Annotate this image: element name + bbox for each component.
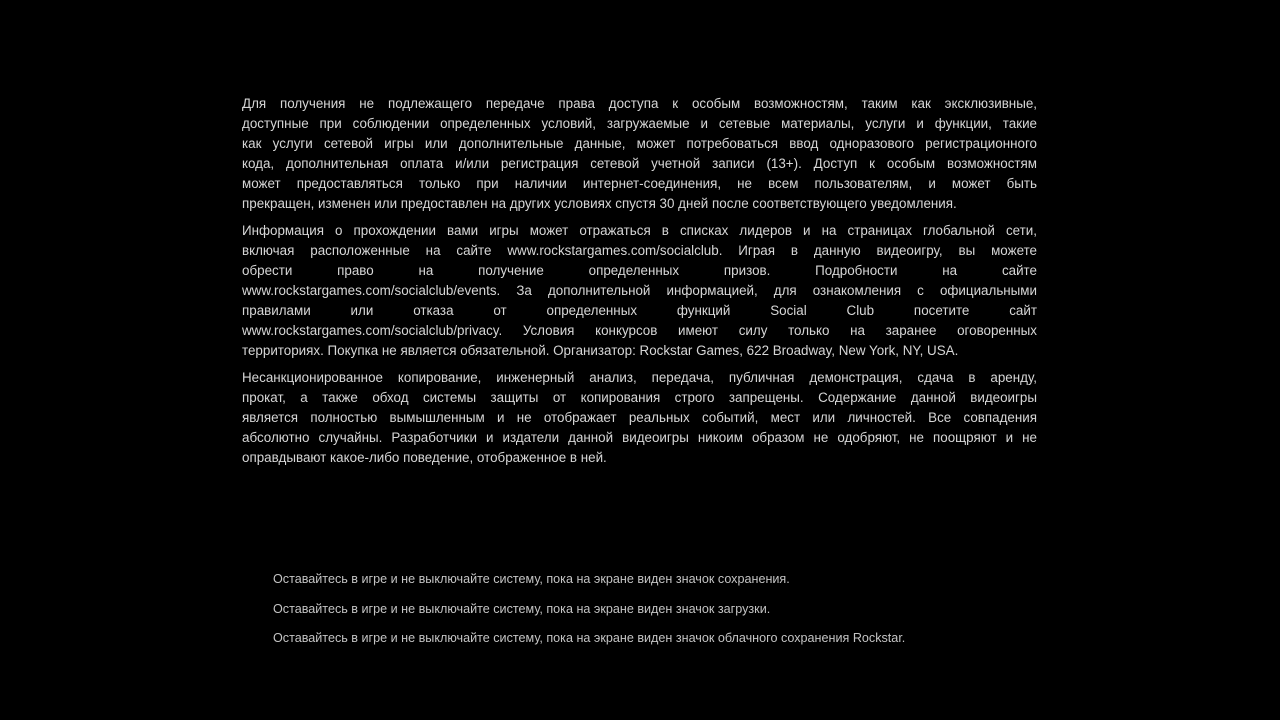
legal-paragraph bbox=[242, 221, 1037, 361]
legal-line: является полностью вымышленным и не отображает реальных событий, мест или личностей. Все совпадения bbox=[242, 410, 1037, 425]
legal-line: Для получения не подлежащего передаче права доступа к особым возможностям, таким как эксклюзивные, bbox=[242, 96, 1037, 111]
system-notice: Оставайтесь в игре и не выключайте систему, пока на экране виден значок сохранения. bbox=[273, 572, 790, 586]
legal-line: прекращен, изменен или предоставлен на других условиях спустя 30 дней после соответствующего уведомления. bbox=[242, 196, 957, 211]
system-notices bbox=[273, 570, 905, 659]
legal-line: обрести право на получение определенных призов. Подробности на сайте bbox=[242, 263, 1037, 278]
legal-line: территориях. Покупка не является обязательной. Организатор: Rockstar Games, 622 Broadway, New York, NY, USA. bbox=[242, 343, 959, 358]
legal-line: правилами или отказа от определенных функций Social Club посетите сайт bbox=[242, 303, 1037, 318]
legal-line: как услуги сетевой игры или дополнительные данные, может потребоваться ввод одноразового регистрационного bbox=[242, 136, 1037, 151]
legal-line: кода, дополнительная оплата и/или регистрация сетевой учетной записи (13+). Доступ к особым возможностям bbox=[242, 156, 1037, 171]
legal-line: www.rockstargames.com/socialclub/events. За дополнительной информацией, для ознакомления с официальными bbox=[242, 283, 1037, 298]
legal-line: прокат, а также обход системы защиты от копирования строго запрещены. Содержание данной видеоигры bbox=[242, 390, 1037, 405]
system-notice: Оставайтесь в игре и не выключайте систему, пока на экране виден значок облачного сохранения Rockstar. bbox=[273, 631, 906, 645]
legal-line: абсолютно случайны. Разработчики и издатели данной видеоигры никоим образом не одобряют, не поощряют и не bbox=[242, 430, 1037, 445]
legal-line: оправдывают какое-либо поведение, отображенное в ней. bbox=[242, 450, 607, 465]
legal-line: Несанкционированное копирование, инженерный анализ, передача, публичная демонстрация, сдача в аренду, bbox=[242, 370, 1037, 385]
legal-paragraph bbox=[242, 94, 1037, 214]
legal-line: может предоставляться только при наличии интернет-соединения, не всем пользователям, и может быть bbox=[242, 176, 1037, 191]
system-notice: Оставайтесь в игре и не выключайте систему, пока на экране виден значок загрузки. bbox=[273, 601, 771, 616]
legal-line: www.rockstargames.com/socialclub/privacy. Условия конкурсов имеют силу только на заранее оговоренных bbox=[242, 323, 1037, 338]
legal-line: включая расположенные на сайте www.rockstargames.com/socialclub. Играя в данную видеоигру, вы можете bbox=[242, 243, 1037, 258]
legal-paragraph bbox=[242, 368, 1037, 468]
legal-line: доступные при соблюдении определенных условий, загружаемые и сетевые материалы, услуги и функции, такие bbox=[242, 116, 1037, 131]
legal-line: Информация о прохождении вами игры может отражаться в списках лидеров и на страницах глобальной сети, bbox=[242, 223, 1037, 238]
legal-notice bbox=[242, 94, 1037, 475]
